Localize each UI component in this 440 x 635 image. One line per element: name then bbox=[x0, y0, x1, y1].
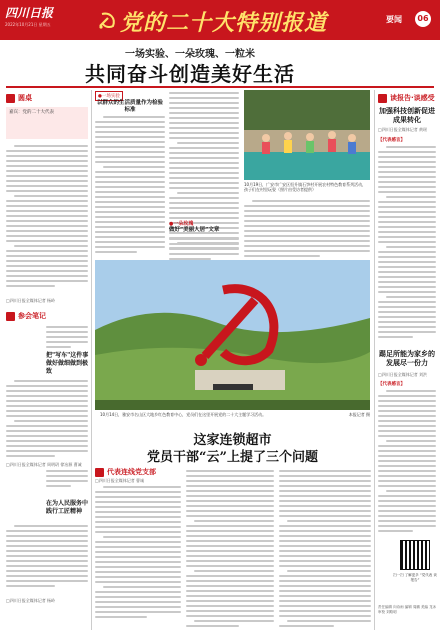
qr-code[interactable] bbox=[400, 540, 430, 570]
story-tag-2: ●一朵玫瑰 bbox=[169, 221, 194, 227]
kids-play-photo bbox=[244, 90, 370, 180]
editor-credits: 责任编辑 向诗雨 编辑 周鹏 美编 龙冰 审校 刘路明 bbox=[378, 605, 437, 614]
story1-title: 把"写车"这件事做好做细做到极致 bbox=[46, 352, 89, 375]
story2-body bbox=[6, 525, 88, 590]
qr-label: 扫一扫 了解更多 “党代表 谈报告” bbox=[393, 573, 437, 582]
story-subhead: 以群众的生活质量作为检验标准 bbox=[96, 100, 163, 113]
headline-rule bbox=[6, 86, 434, 88]
story1-body bbox=[6, 380, 88, 460]
newspaper-logo: 四川日报 bbox=[5, 6, 54, 20]
story2-title: 在为人民服务中践行工匠精神 bbox=[46, 500, 89, 515]
report-section-header bbox=[378, 93, 435, 103]
roundtable-section-header bbox=[6, 93, 32, 103]
roundtable-section-label: 圆桌 bbox=[18, 94, 32, 102]
quote-tag-2: 【代表感言】 bbox=[378, 382, 405, 387]
landscape-illustration bbox=[95, 260, 370, 410]
center-body-5 bbox=[244, 200, 370, 260]
photo2-credit: 本报记者 摄 bbox=[348, 412, 370, 417]
quote-tag-1: 【代表感言】 bbox=[378, 138, 405, 143]
right-column-divider bbox=[374, 90, 375, 630]
story2-intro bbox=[46, 470, 88, 490]
photo1-caption: 10月19日，广安市广安区恒升镇石笋村开展农村特色教育系列活动，孩子们在村里玩耍（照片由受访者提供） bbox=[244, 182, 367, 192]
right-body-1 bbox=[378, 146, 436, 341]
section-mark-icon bbox=[6, 94, 15, 103]
center-body-3 bbox=[95, 196, 165, 256]
notes-intro bbox=[46, 326, 88, 351]
roundtable-body bbox=[6, 145, 88, 290]
right-story1-byline: □四川日报全媒体记者 黄瑶 bbox=[378, 127, 428, 132]
branch-body-2 bbox=[186, 470, 274, 630]
report-section-label: 读报告·谈感受 bbox=[390, 94, 435, 102]
section-mark-icon bbox=[378, 94, 387, 103]
section-label: 要闻 bbox=[386, 15, 402, 24]
guests-text: 嘉宾：党的二十大代表 bbox=[9, 110, 54, 115]
branch-section-header bbox=[95, 467, 156, 477]
notes-section-label: 参会笔记 bbox=[18, 312, 46, 320]
branch-body-3 bbox=[279, 470, 371, 630]
story2-headline-line1: 这家连锁超市 bbox=[193, 433, 272, 448]
lead-kicker: 一场实验、一朵玫瑰、一粒米 bbox=[125, 49, 255, 60]
story2-byline: □四川日报全媒体记者 杨岭 bbox=[6, 598, 56, 603]
party-emblem-sculpture-photo bbox=[95, 260, 370, 410]
page-number: 06 bbox=[415, 11, 431, 27]
right-story2-title: 踢足所能为家乡的发展尽一份力 bbox=[379, 349, 435, 367]
story2-headline-line2: 党员干部“云”上提了三个问题 bbox=[147, 450, 318, 465]
kids-photo-illustration bbox=[244, 90, 370, 180]
section-mark-icon bbox=[6, 312, 15, 321]
story1-byline: □四川日报全媒体记者 周明玥 徐冶源 曹诚 bbox=[6, 462, 82, 467]
left-column-divider bbox=[91, 90, 92, 630]
special-report-title: 党的二十大特别报道 bbox=[120, 10, 328, 36]
issue-date: 2022年10月21日 星期五 bbox=[5, 22, 51, 27]
branch-body-1 bbox=[95, 486, 181, 621]
branch-byline: □四川日报全媒体记者 曹诚 bbox=[95, 478, 145, 483]
photo2-caption: 10月14日，雅安市名山区大地乡红色教育中心，党员们在这里开展党的二十大主题学习活动。 bbox=[100, 412, 267, 417]
party-emblem-icon bbox=[96, 8, 120, 32]
right-body-2 bbox=[378, 390, 436, 535]
story-subhead-2: 做好“美丽人居”文章 bbox=[169, 227, 220, 233]
lead-headline: 共同奋斗创造美好生活 bbox=[85, 62, 295, 86]
story-tag: ●一场实验 bbox=[95, 91, 123, 101]
masthead-banner bbox=[0, 0, 440, 40]
guest-box bbox=[6, 107, 88, 139]
right-story2-byline: □四川日报全媒体记者 刘洪 bbox=[378, 372, 428, 377]
roundtable-byline: □四川日报全媒体记者 杨岭 bbox=[6, 298, 56, 303]
notes-section-header bbox=[6, 311, 46, 321]
branch-section-label: 代表连线党支部 bbox=[107, 468, 156, 476]
section-mark-icon bbox=[95, 468, 104, 477]
right-story1-title: 加强科技创新促进成果转化 bbox=[379, 106, 435, 124]
